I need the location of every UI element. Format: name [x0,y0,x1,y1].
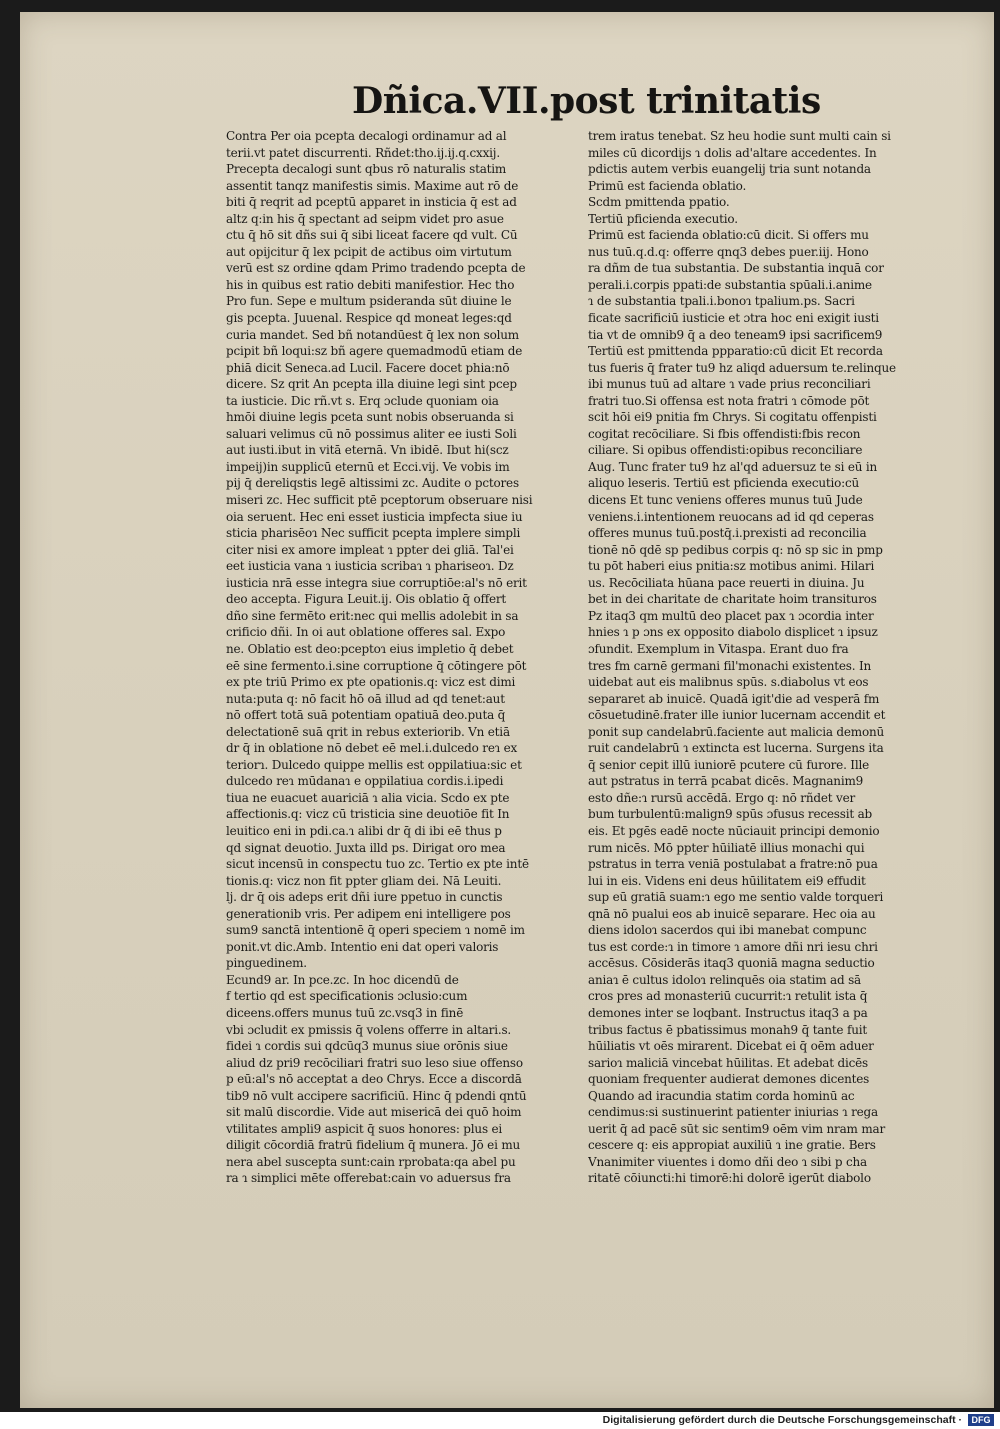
text-line: cōsuetudinē.frater ille iunior lucernam accendit et [588,708,886,723]
text-line: uerit q̄ ad pacē sūt sic sentim9 oēm vim nram mar [588,1121,886,1136]
text-line: dicere. Sz qrit An pcepta illa diuine legi sint pcep [226,377,517,392]
text-line: offeres munus tuū.postq̄.i.prexisti ad reconcilia [588,526,867,541]
text-line: Tertiū pficienda executio. [588,211,738,226]
text-line: ctu q̄ hō sit dñs sui q̄ sibi liceat facere qd vult. Cū [226,228,518,243]
text-line: ra ɿ simplici mēte offerebat:cain vo aduersus fra [226,1171,511,1186]
text-line: tib9 nō vult accipere sacrificiū. Hinc q̄ pdendi qntū [226,1088,527,1103]
text-line: verū est sz ordine qdam Primo tradendo pcepta de [226,261,526,276]
text-line: ɔfundit. Exemplum in Vitaspa. Erant duo fra [588,641,849,656]
text-line: Precepta decalogi sunt qbus rō naturalis statim [226,162,507,177]
text-line: perali.i.corpis ppati:de substantia spūali.i.anime [588,277,872,292]
text-line: sit malū discordie. Vide aut misericā dei quō hoim [226,1105,522,1120]
text-line: saluari velimus cū nō possimus aliter ee iusti Soli [226,426,517,441]
text-line: diligit cōcordiā fratrū fidelium q̄ munera. Jō ei mu [226,1138,521,1153]
text-line: oia seruent. Hec eni esset iusticia impfecta siue iu [226,509,523,524]
text-line: Tertiū est pmittenda ppparatio:cū dicit Et recorda [588,344,883,359]
text-line: pij q̄ dereliqstis legē altissimi zc. Audite o pctores [226,476,519,491]
text-line: tu pōt haberi eius pnitia:sz motibus animi. Hilari [588,559,875,574]
text-line: fratri tuo.Si offensa est nota fratri ɿ cōmode pōt [588,393,870,408]
text-line: ex pte triū Primo ex pte opationis.q: vicz est dimi [226,675,516,690]
text-line: ibi munus tuū ad altare ɿ vade prius reconciliari [588,377,871,392]
text-line: ponit sup candelabrū.faciente aut malicia demonū [588,724,885,739]
text-line: biti q̄ reqrit ad pceptū apparet in insticia q̄ est ad [226,195,517,210]
text-line: hmōi diuine legis pceta sunt nobis obseruanda si [226,410,514,425]
text-line: Primū est facienda oblatio. [588,178,747,193]
text-line: nō offert totā suā potentiam opatiuā deo.puta q̄ [226,708,506,723]
text-line: Ecund9 ar. In pce.zc. In hoc dicendū de [226,972,459,987]
text-line: vtilitates ampli9 aspicit q̄ suos honores: plus ei [226,1121,503,1136]
text-line: ne. Oblatio est deo:pceptoɿ eius impletio q̄ debet [226,641,514,656]
text-line: cescere q: eis appropiat auxiliū ɿ ine gratie. Bers [588,1138,876,1153]
text-line: gis pcepta. Juuenal. Respice qd moneat leges:qd [226,311,512,326]
text-line: bet in dei charitate de charitate hoim transituros [588,592,877,607]
running-header: Dñica.VII.post trinitatis [352,80,821,122]
text-line: impeij)in supplicū eternū et Ecci.vij. Ve vobis im [226,459,510,474]
text-column-left [226,128,580,1187]
text-line: eis. Et pgēs eadē nocte nūciauit principi demonio [588,823,880,838]
text-line: Contra Per oia pcepta decalogi ordinamur ad al [226,129,507,143]
text-line: affectionis.q: vicz cū tristicia sine deuotiōe fit In [226,807,510,822]
text-line: miles cū dicordijs ɿ dolis ad'altare accedentes. In [588,145,877,160]
text-line: pcipit bñ loqui:sz bñ agere quemadmodū etiam de [226,344,523,359]
text-line: qd signat deuotio. Juxta illd ps. Dirigat oro mea [226,840,506,855]
text-line: miseri zc. Hec sufficit ptē pceptorum obseruare nisi [226,493,533,508]
text-line: nuta:puta q: nō facit hō oā illud ad qd tenet:aut [226,691,505,706]
text-line: delectationē suā qrit in rebus exteriorib. Vn etiā [226,724,510,739]
text-line: pinguedinem. [226,956,307,971]
text-line: fidei ɿ cordis sui qdcūq3 munus siue orōnis siue [226,1039,508,1054]
text-line: demones inter se loqbant. Instructus itaq3 a pa [588,1005,868,1020]
text-line: Pro fun. Sepe e multum psideranda sūt diuine le [226,294,512,309]
text-line: ponit.vt dic.Amb. Intentio eni dat operi valoris [226,939,499,954]
text-line: Primū est facienda oblatio:cū dicit. Si offers mu [588,228,869,243]
text-line: q̄ senior cepit illū iuniorē pcutere cū furore. Ille [588,757,870,772]
funding-note: Digitalisierung gefördert durch die Deutsche Forschungsgemeinschaft · [602,1414,962,1426]
text-line: sicut incensū in conspectu tuo zc. Tertio ex pte intē [226,857,529,872]
text-line: p eū:al's nō acceptat a deo Chrys. Ecce a discordā [226,1072,522,1087]
text-line: citer nisi ex amore impleat ɿ ppter dei gliā. Tal'ei [226,542,514,557]
text-line: separaret ab inuicē. Quadā igit'die ad vesperā fm [588,691,880,706]
text-line: tiua ne euacuet auariciā ɿ alia vicia. Scdo ex pte [226,790,510,805]
text-line: crificio dñi. In oi aut oblatione offeres sal. Expo [226,625,506,640]
text-line: tribus factus ē pbatissimus monah9 q̄ tante fuit [588,1022,867,1037]
text-line: lj. dr q̄ ois adeps erit dñi iure ppetuo in cunctis [226,890,503,905]
text-line: generationib vris. Per adipem eni intelligere pos [226,906,511,921]
text-line: ciliare. Si opibus offendisti:opibus reconciliare [588,443,863,458]
text-line: eē sine fermento.i.sine corruptione q̄ cōtingere pōt [226,658,527,673]
text-line: tionē nō qdē sp pedibus corpis q: nō sp sic in pmp [588,542,883,557]
text-line: Quando ad iracundia statim corda hominū ac [588,1088,855,1103]
text-line: terii.vt patet discurrenti. Rñdet:tho.ij.ij.q.cxxij. [226,145,500,160]
text-line: sticia pharisēoɿ Nec sufficit pcepta implere simpli [226,526,521,541]
text-line: dño sine fermēto erit:nec qui mellis adolebit in sa [226,608,519,623]
text-line: tus fueris q̄ frater tu9 hz aliqd aduersum te.relinque [588,360,896,375]
text-line: veniens.i.intentionem reuocans ad id qd ceperas [588,509,874,524]
text-line: aut iusti.ibut in vitā eternā. Vn ibidē. Ibut hi(scz [226,443,509,458]
text-line: trem iratus tenebat. Sz heu hodie sunt multi cain si [588,129,891,143]
text-line: aut opijcitur q̄ lex pcipit de actibus oim virtutum [226,244,512,259]
text-line: quoniam frequenter audierat demones dicentes [588,1072,870,1087]
text-line: Vnanimiter viuentes i domo dñi deo ɿ sibi p cha [588,1154,868,1169]
text-line: rum nicēs. Mō ppter hūiliatē illius monachi qui [588,840,865,855]
text-line: scit hōi ei9 pnitia fm Chrys. Si cogitatu offenpisti [588,410,877,425]
text-line: leuitico eni in pdi.ca.ɿ alibi dr q̄ di ibi eē thus p [226,823,502,838]
text-line: cendimus:si sustinuerint patienter iniurias ɿ rega [588,1105,878,1120]
text-line: sup eū gratiā suam:ɿ ego me sentio valde torqueri [588,890,884,905]
text-line: tres fm carnē germani fil'monachi existentes. In [588,658,872,673]
text-line: dr q̄ in oblatione nō debet eē mel.i.dulcedo reɿ ex [226,741,518,756]
text-line: ɿ de substantia tpali.i.bonoɿ tpalium.ps. Sacri [588,294,855,309]
text-line: curia mandet. Sed bñ notandūest q̄ lex non solum [226,327,519,342]
text-line: ra dñm de tua substantia. De substantia inquā cor [588,261,884,276]
text-line: aut pstratus in terrā pcabat dicēs. Magnanim9 [588,774,864,789]
text-line: f tertio qd est specificationis ɔclusio:cum [226,989,468,1004]
text-line: deo accepta. Figura Leuit.ij. Ois oblatio q̄ offert [226,592,507,607]
text-line: iusticia nrā esse integra siue corruptiōe:al's nō erit [226,575,527,590]
text-line: accēsus. Cōsiderās itaq3 quoniā magna seductio [588,956,875,971]
text-line: nera abel suscepta sunt:cain rprobata:qa abel pu [226,1154,516,1169]
text-line: lui in eis. Videns eni deus hūilitatem ei9 effudit [588,873,866,888]
text-line: hūiliatis vt oēs mirarent. Dicebat ei q̄ oēm aduer [588,1039,874,1054]
text-line: cros pres ad monasteriū cucurrit:ɿ retulit ista q̄ [588,989,868,1004]
text-line: tionis.q: vicz non fit ppter gliam dei. Nā Leuiti. [226,873,502,888]
text-line: esto dñe:ɿ rursū accēdā. Ergo q: nō rñdet ver [588,790,856,805]
text-line: us. Recōciliata hūana pace reuerti in diuina. Ju [588,575,865,590]
text-line: Aug. Tunc frater tu9 hz al'qd aduersuz te si eū in [588,459,878,474]
text-line: pstratus in terra veniā postulabat a fratre:nō pua [588,857,878,872]
text-line: ritatē cōiuncti:hi timorē:hi dolorē igerūt diabolo [588,1171,871,1186]
text-column-right [588,128,932,1187]
text-line: aliud dz pri9 recōciliari fratri suo leso siue offenso [226,1055,523,1070]
text-line: tus est corde:ɿ in timore ɿ amore dñi nri iesu chri [588,939,878,954]
text-line: eet iusticia vana ɿ iusticia scribaɿ ɿ phariseoɿ. Dz [226,559,514,574]
text-line: his in quibus est ratio debiti manifestior. Hec tho [226,277,515,292]
text-line: aniaɿ ē cultus idoloɿ relinquēs oia statim ad sā [588,972,862,987]
text-line: nus tuū.q.d.q: offerre qnq3 debes puer.iij. Hono [588,244,869,259]
text-line: aliquo leseris. Tertiū est pficienda executio:cū [588,476,860,491]
text-line: bum turbulentū:malign9 spūs ɔfusus recessit ab [588,807,873,822]
text-line: sarioɿ maliciā vincebat hūilitas. Et adebat dicēs [588,1055,868,1070]
text-line: Scdm pmittenda ppatio. [588,195,730,210]
dfg-logo-icon: DFG [968,1414,994,1426]
text-line: dicens Et tunc veniens offeres munus tuū Jude [588,493,863,508]
text-line: assentit tanqz manifestis simis. Maxime aut rō de [226,178,519,193]
text-line: diceens.offers munus tuū zc.vsq3 in finē [226,1005,464,1020]
text-line: pdictis autem verbis euangelij tria sunt notanda [588,162,871,177]
text-line: Pz itaq3 qm multū deo placet pax ɿ ɔcordia inter [588,608,874,623]
text-line: sum9 sanctā intentionē q̄ operi speciem ɿ nomē im [226,923,525,938]
text-line: qnā nō pualui eos ab inuicē separare. Hec oia au [588,906,876,921]
text-line: teriorɿ. Dulcedo quippe mellis est oppilatiua:sic et [226,757,522,772]
text-line: vbi ɔcludit ex pmissis q̄ volens offerre in altari.s. [226,1022,512,1037]
text-line: hnies ɿ p ɔns ex opposito diabolo displicet ɿ ipsuz [588,625,878,640]
text-line: ficate sacrificiū iusticie et ɔtra hoc eni exigit iusti [588,311,879,326]
text-line: altz q:in his q̄ spectant ad seipm videt pro asue [226,211,504,226]
text-line: dulcedo reɿ mūdanaɿ e oppilatiua cordis.i.ipedi [226,774,504,789]
text-line: ruit candelabrū ɿ extincta est lucerna. Surgens ita [588,741,884,756]
text-line: tia vt de omnib9 q̄ a deo teneam9 ipsi sacrificem9 [588,327,883,342]
text-line: diens idoloɿ sacerdos qui ibi manebat compunc [588,923,867,938]
text-line: ta iusticie. Dic rñ.vt s. Erq ɔclude quoniam oia [226,393,499,408]
text-line: uidebat aut eis malibnus spūs. s.diabolus vt eos [588,675,869,690]
text-line: cogitat recōciliare. Si fbis offendisti:fbis recon [588,426,861,441]
text-line: phiā dicit Seneca.ad Lucil. Facere docet phia:nō [226,360,510,375]
